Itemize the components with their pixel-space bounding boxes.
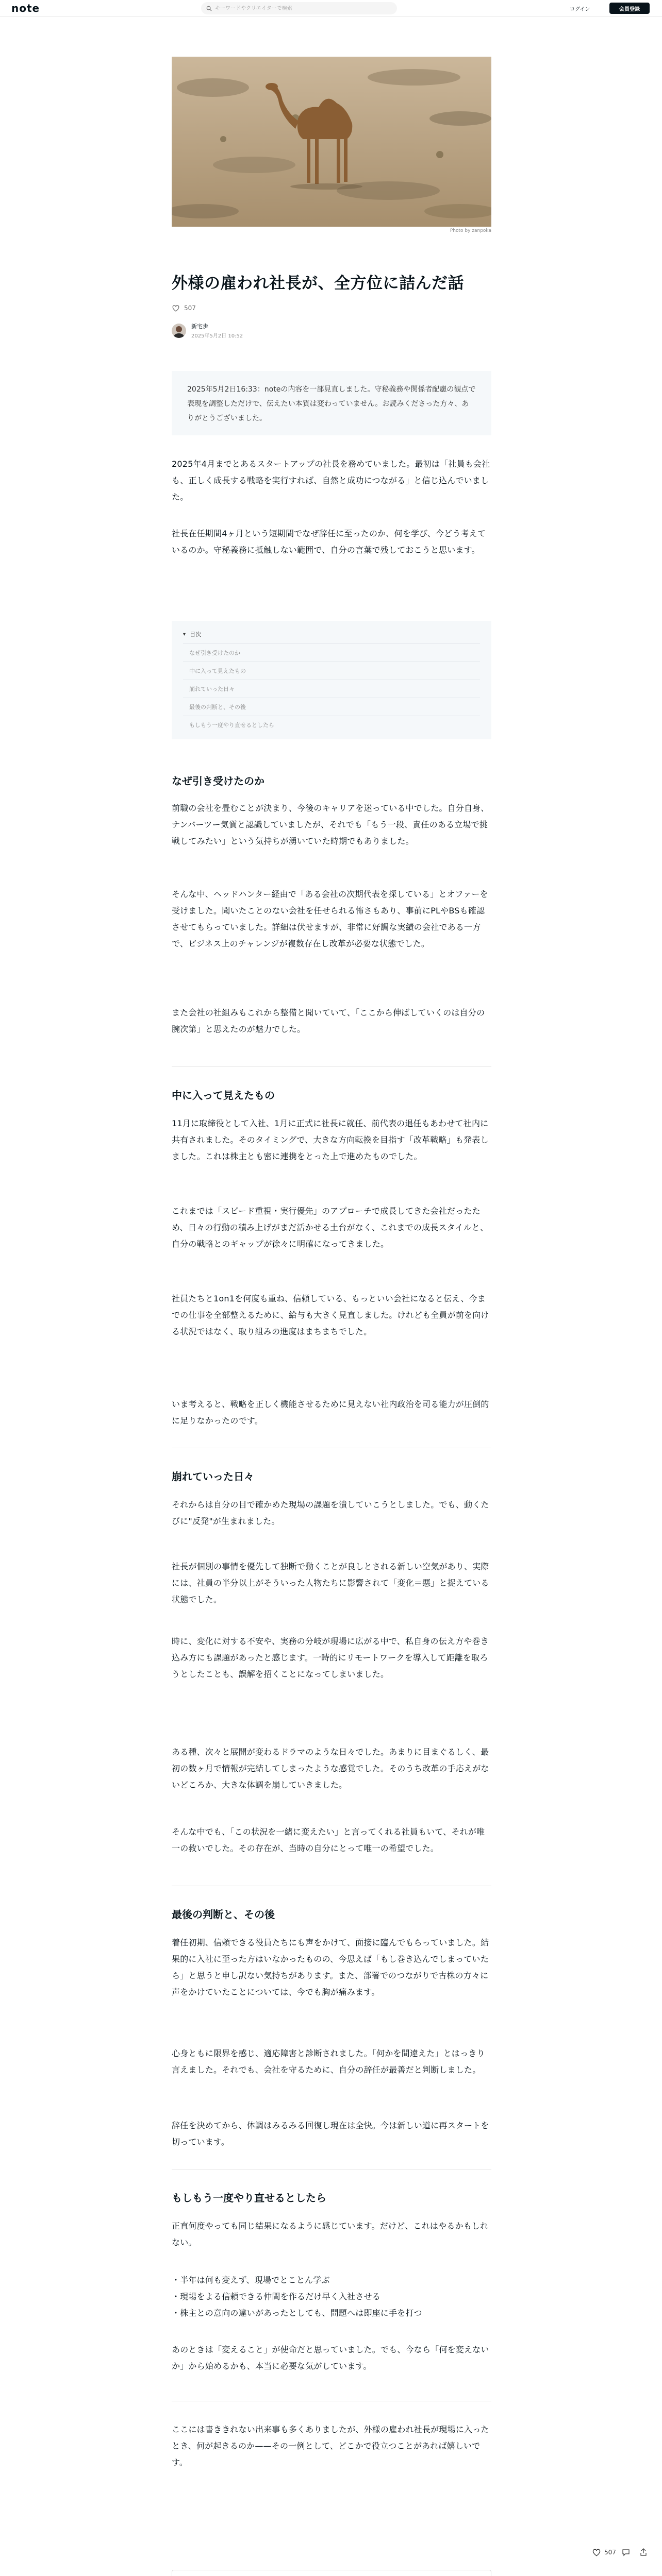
section-divider xyxy=(172,2169,491,2170)
floating-actions xyxy=(592,2548,651,2557)
intro-paragraph: 社長在任期間4ヶ月という短期間でなぜ辞任に至ったのか、何を学び、今どう考えているのか。守秘義務に抵触しない範囲で、自分の言葉で残しておこうと思います。 xyxy=(172,529,486,555)
search-input[interactable] xyxy=(215,6,390,11)
body-paragraph: 辞任を決めてから、体調はみるみる回復し現在は全快。今は新しい道に再スタートを切っています。 xyxy=(172,2121,489,2147)
toc-label: 目次 xyxy=(190,631,202,638)
like-count-top[interactable] xyxy=(172,304,491,312)
closing-paragraph: ここには書ききれない出来事も多くありましたが、外様の雇われ社長が現場に入ったとき、何が起きるのか——その一例として、どこかで役立つことがあれば嬉しいです。 xyxy=(172,2425,489,2467)
post-date: 2025年5月2日 10:52 xyxy=(191,333,243,339)
intro-paragraph: 2025年4月までとあるスタートアップの社長を務めていました。最初は「社員も会社も、正しく成長する戦略を実行すれば、自然と成功につながる」と信じ込んでいました。 xyxy=(172,459,490,502)
article-title: 外様の雇われ社長が、全方位に詰んだ話 xyxy=(172,274,464,293)
comment-icon[interactable] xyxy=(621,2548,631,2557)
site-header xyxy=(0,0,662,16)
body-paragraph: あのときは「変えること」が使命だと思っていました。でも、今なら「何を変えないか」から始めるかも、本当に必要な気がしています。 xyxy=(172,2345,489,2371)
photo-credit[interactable]: Photo by zanpoka xyxy=(450,228,491,233)
support-box xyxy=(172,2570,491,2576)
section-heading: 崩れていった日々 xyxy=(172,1470,254,1483)
body-paragraph: 社員たちと1on1を何度も重ね、信頼している、もっといい会社になると伝え、今までの仕事を全部整えるために、給与も大きく見直しました。けれども全員が前を向ける状況ではなく、取り組みの進度はまちまちでした。 xyxy=(172,1294,489,1336)
share-icon[interactable] xyxy=(639,2548,648,2557)
toc-toggle[interactable] xyxy=(183,630,480,638)
body-paragraph: これまでは「スピード重視・実行優先」のアプローチで成長してきた会社だったため、日々の行動の積み上げがまだ活かせる土台がなく、これまでの成長スタイルと、自分の戦略とのギャップが徐々に明確になってきました。 xyxy=(172,1206,489,1249)
section-divider xyxy=(172,1066,491,1067)
like-count: 507 xyxy=(184,304,196,312)
body-paragraph: 前職の会社を畳むことが決まり、今後のキャリアを迷っている中でした。自分自身、ナンバーツー気質と認識していましたが、それでも「もう一段、責任のある立場で挑戦してみたい」という気持ちが湧いていた時期でもありました。 xyxy=(172,803,489,846)
body-paragraph: 社長が個別の事情を優先して独断で動くことが良しとされる新しい空気があり、実際には、社員の半分以上がそういった人物たちに影響されて「変化＝悪」と捉えている状態でした。 xyxy=(172,1562,489,1604)
toc-item[interactable]: なぜ引き受けたのか xyxy=(183,643,480,662)
body-paragraph: また会社の社組みもこれから整備と聞いていて、「ここから伸ばしていくのは自分の腕次第」と思えたのが魅力でした。 xyxy=(172,1008,485,1034)
body-paragraph: それからは自分の目で確かめた現場の課題を潰していこうとしました。でも、動くたびに"反発"が生まれました。 xyxy=(172,1500,489,1526)
author-meta xyxy=(172,322,491,339)
body-paragraph: いま考えると、戦略を正しく機能させるために見えない社内政治を司る能力が圧倒的に足りなかったのです。 xyxy=(172,1399,489,1426)
section-heading: 最後の判断と、その後 xyxy=(172,1908,275,1921)
section-heading: 中に入って見えたもの xyxy=(172,1089,275,1101)
signup-button[interactable]: 会員登録 xyxy=(609,3,650,14)
section-heading: なぜ引き受けたのか xyxy=(172,775,264,787)
body-paragraph: 心身ともに限界を感じ、適応障害と診断されました。「何かを間違えた」とはっきり言えました。それでも、会社を守るために、自分の辞任が最善だと判断しました。 xyxy=(172,2048,485,2075)
heart-icon xyxy=(172,304,180,312)
section-heading: もしもう一度やり直せるとしたら xyxy=(172,2192,326,2204)
body-paragraph: 11月に取締役として入社、1月に正式に社長に就任、前代表の退任もあわせて社内に共有されました。そのタイミングで、大きな方向転換を目指す「改革戦略」も発表しました。これは株主とも密に連携をとった上で進めたものでした。 xyxy=(172,1118,489,1161)
body-paragraph: 着任初期、信頼できる役員たちにも声をかけて、面接に臨んでもらっていました。結果的に入社に至った方はいなかったものの、今思えば「もし巻き込んでしまっていたら」と思うと申し訳ない気持ちがあります。また、部署でのつながりで古株の方々に声をかけていたことについては、今でも胸が痛みます。 xyxy=(172,1938,489,1997)
body-paragraph: ・半年は何も変えず、現場でとことん学ぶ ・現場をよる信頼できる仲間を作るだけ早く入社させる ・株主との意向の違いがあったとしても、問題へは即座に手を打つ xyxy=(172,2275,422,2318)
search-icon xyxy=(206,6,212,11)
toc-item[interactable]: もしもう一度やり直せるとしたら xyxy=(183,716,480,734)
author-avatar[interactable] xyxy=(172,324,186,338)
author-name[interactable]: 新宅歩 xyxy=(191,323,208,330)
note-logo[interactable]: note xyxy=(11,2,40,14)
table-of-contents xyxy=(172,621,491,739)
search-bar[interactable] xyxy=(201,2,397,14)
floating-like-count: 507 xyxy=(604,2549,616,2556)
body-paragraph: そんな中でも、「この状況を一緒に変えたい」と言ってくれる社員もいて、それが唯一の救いでした。その存在が、当時の自分にとって唯一の希望でした。 xyxy=(172,1827,485,1853)
body-paragraph: ある種、次々と展開が変わるドラマのような日々でした。あまりに目まぐるしく、最初の数ヶ月で情報が完結してしまったような感覚でした。そのうち改革の手応えがないどころか、大きな体調を崩していきました。 xyxy=(172,1747,489,1790)
body-paragraph: そんな中、ヘッドハンター経由で「ある会社の次期代表を探している」とオファーを受けました。聞いたことのない会社を任せられる怖さもあり、事前にPLやBSも確認させてもらっていました。詳細は伏せますが、非常に好調な実績の会社である一方で、ビジネス上のチャレンジが複数存在し改革が必要な状態でした。 xyxy=(172,889,488,948)
toc-item[interactable]: 中に入って見えたもの xyxy=(183,662,480,680)
body-paragraph: 正直何度やっても同じ結果になるように感じています。だけど、これはやるかもしれない。 xyxy=(172,2221,489,2247)
update-notice: 2025年5月2日16:33：noteの内容を一部見直しました。守秘義務や関係者配慮の観点で表現を調整しただけで、伝えたい本質は変わっていません。お読みくださった方々、ありがとうございました。 xyxy=(172,371,491,435)
body-paragraph: 時に、変化に対する不安や、実務の分岐が現場に広がる中で、私自身の伝え方や巻き込み方にも課題があったと感じます。一時的にリモートワークを導入して距離を取ろうとしたことも、誤解を招くことになってしまいました。 xyxy=(172,1636,489,1679)
login-link[interactable]: ログイン xyxy=(570,6,590,12)
chevron-down-icon: ▾ xyxy=(183,631,186,637)
heart-icon[interactable] xyxy=(592,2548,601,2557)
toc-item[interactable]: 最後の判断と、その後 xyxy=(183,698,480,716)
toc-item[interactable]: 崩れていった日々 xyxy=(183,680,480,698)
hero-image xyxy=(172,57,491,227)
